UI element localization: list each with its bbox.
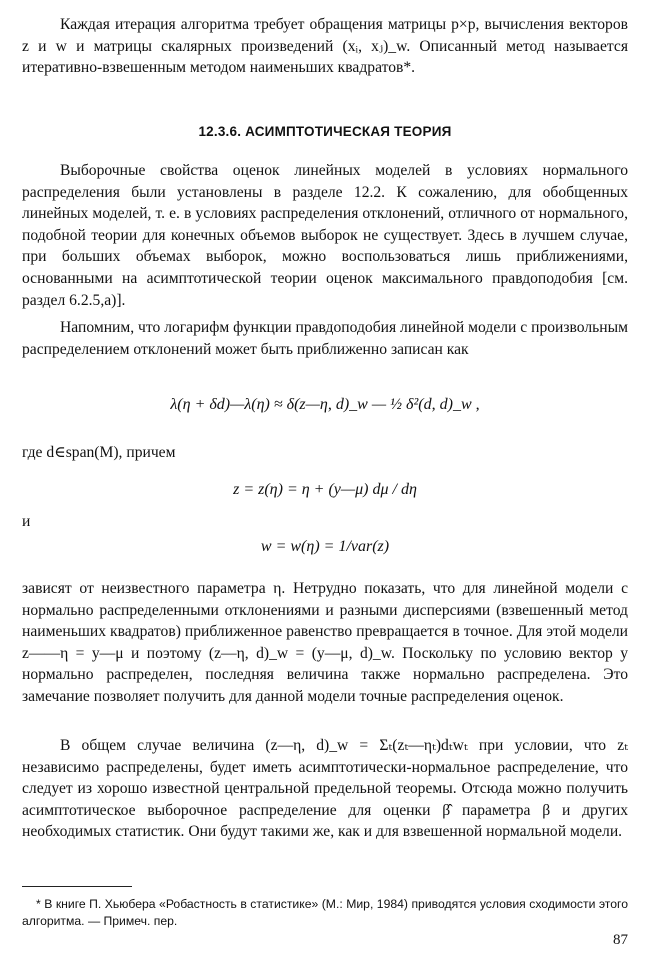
equation-w: w = w(η) = 1/var(z) <box>260 538 390 555</box>
where-clause: где d∈span(M), причем <box>22 444 176 461</box>
paragraph-text: В общем случае величина (z—η, d)_w = Σₜ(zₜ—ηₜ)dₜwₜ при условии, что zₜ независимо распределены, будет иметь асимптотически-нормальное распределение, что следует из хорошо известной центральной предельной теоремы. Отсюда можно получить асимптотическое выборочное распределение для оценки β̂ параметра β и других необходимых статистик. Они будут такими же, как и для взвешенной нормальной модели. <box>22 737 628 841</box>
paragraph-intro <box>22 14 628 79</box>
footnote-divider <box>22 886 132 887</box>
paragraph-asymptotic-normal <box>22 735 628 843</box>
paragraph-text: зависят от неизвестного параметра η. Нетрудно показать, что для линейной модели с нормально распределенными отклонениями и разными дисперсиями (взвешенный метод наименьших квадратов) приближенное равенство превращается в точное. Для этой модели z——η = y—μ и поэтому (z—η, d)_w = (y—μ, d)_w. Поскольку по условию вектор y нормально распределен, последняя величина также нормально распределена. Это замечание позволяет получить для данной модели точные распределения оценок. <box>22 580 628 705</box>
section-heading: 12.3.6. АСИМПТОТИЧЕСКАЯ ТЕОРИЯ <box>198 124 452 139</box>
paragraph-sampling-properties <box>22 160 628 311</box>
paragraph-text: Напомним, что логарифм функции правдоподобия линейной модели с произвольным распределением отклонений может быть приближенно записан как <box>22 319 628 358</box>
page-number: 87 <box>613 932 628 948</box>
footnote: * В книге П. Хьюбера «Робастность в статистике» (М.: Мир, 1984) приводятся условия сходимости этого алгоритма. — Примеч. пер. <box>22 897 628 928</box>
equation-z: z = z(η) = η + (y—μ) dμ / dη <box>233 481 417 498</box>
equation-likelihood-approx: λ(η + δd)—λ(η) ≈ δ(z—η, d)_w — ½ δ²(d, d)_w , <box>170 396 480 413</box>
paragraph-parameter-dependence <box>22 578 628 708</box>
paragraph-text: Каждая итерация алгоритма требует обращения матрицы p×p, вычисления векторов z и w и матрицы скалярных произведений (xᵢ, xⱼ)_w. Описанный метод называется итеративно-взвешенным методом наименьших квадратов*. <box>22 16 628 77</box>
paragraph-likelihood <box>22 317 628 360</box>
conjunction-and: и <box>22 513 31 530</box>
paragraph-text: Выборочные свойства оценок линейных моделей в условиях нормального распределения были установлены в разделе 12.2. К сожалению, для обобщенных линейных моделей, т. е. в условиях распределения отклонений, отличного от нормального, подобной теории для конечных объемов выборок не существует. Здесь в лучшем случае, при больших объемах выборок, можно воспользоваться лишь приближениями, основанными на асимптотической теории оценок максимального правдоподобия [см. раздел 6.2.5,а)]. <box>22 162 628 309</box>
